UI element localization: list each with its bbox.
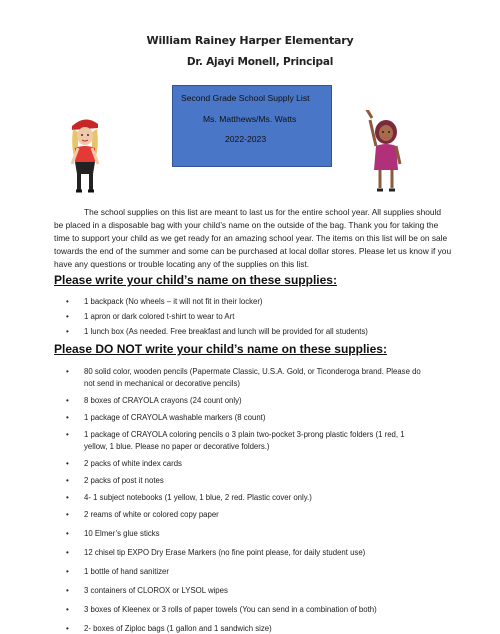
- list-title: Second Grade School Supply List: [181, 93, 310, 103]
- school-year: 2022-2023: [225, 134, 267, 144]
- school-name: William Rainey Harper Elementary: [146, 34, 354, 47]
- intro-paragraph: [54, 206, 452, 271]
- intro-text: The school supplies on this list are meant to last us for the entire school year. All supplies should be placed in a disposable bag with your child’s name on the outside of the bag. Thank you for taking the time to support your child as we get ready for an amazing school year. The items on this list will be on sale towards the end of the summer and some can be purchased at local dollar stores. Please let us know if you have any questions or trouble locating any of the supplies on this list.: [54, 207, 452, 269]
- document-page: William Rainey Harper Elementary Dr. Ajayi Monell, Principal Second Grade School Supply List Ms. Matthews/Ms. Watts 2022-2023 The school supplies on this list are meant to last us for the entire school year. All supplies should be placed in a disposable bag with your child’s name on the outside of the bag. Thank you for taking the time to support your child as we get ready for an amazing school year. The items on this list will be on sale towards the end of the summer and some can be purchased at local dollar stores. Please let us know if you have any questions or trouble locating any of the supplies on this list. Please write your child’s name on these supplies: • 1 backpack (No wheels – it will not fit in their locker) • 1 apron or dark colored t-shirt to wear to Art • 1 lunch box (As needed. Free breakfast and lunch will be provided for all students) Please DO NOT write your child’s name on these supplies: • 80 solid color, wooden pencils (Papermate Classic, U.S.A. Gold, or Ticonderoga brand. Please do not send in mechanical or decorative pencils) • 8 boxes of CRAYOLA crayons (24 count only) • 1 package of CRAYOLA washable markers (8 count) • 1 package of CRAYOLA coloring pencils o 3 plain two-pocket 3-prong plastic folders (1 red, 1 yellow, 1 blue. Please no paper or decorative folders.) • 2 packs of white index cards • 2 packs of post it notes • 4- 1 subject notebooks (1 yellow, 1 blue, 2 red. Plastic cover only.) • 2 reams of white or colored copy paper • 10 Elmer’s glue sticks • 12 chisel tip EXPO Dry Erase Markers (no fine point please, for daily student use) • 1 bottle of hand sanitizer • 3 containers of CLOROX or LYSOL wipes • 3 boxes of Kleenex or 3 rolls of paper towels (You can send in a combination of both) • 2- boxes of Ziploc bags (1 gallon and 1 sandwich size): [0, 0, 500, 621]
- section-heading-do-not-write: Please DO NOT write your child’s name on these supplies:: [54, 342, 387, 356]
- teacher-names: Ms. Matthews/Ms. Watts: [203, 114, 297, 124]
- principal-name: Dr. Ajayi Monell, Principal: [186, 56, 334, 68]
- title-box: [172, 85, 332, 167]
- teacher-avatar-right: [362, 110, 410, 198]
- section-heading-write-name: Please write your child’s name on these supplies:: [54, 273, 337, 287]
- teacher-avatar-left: [64, 112, 106, 196]
